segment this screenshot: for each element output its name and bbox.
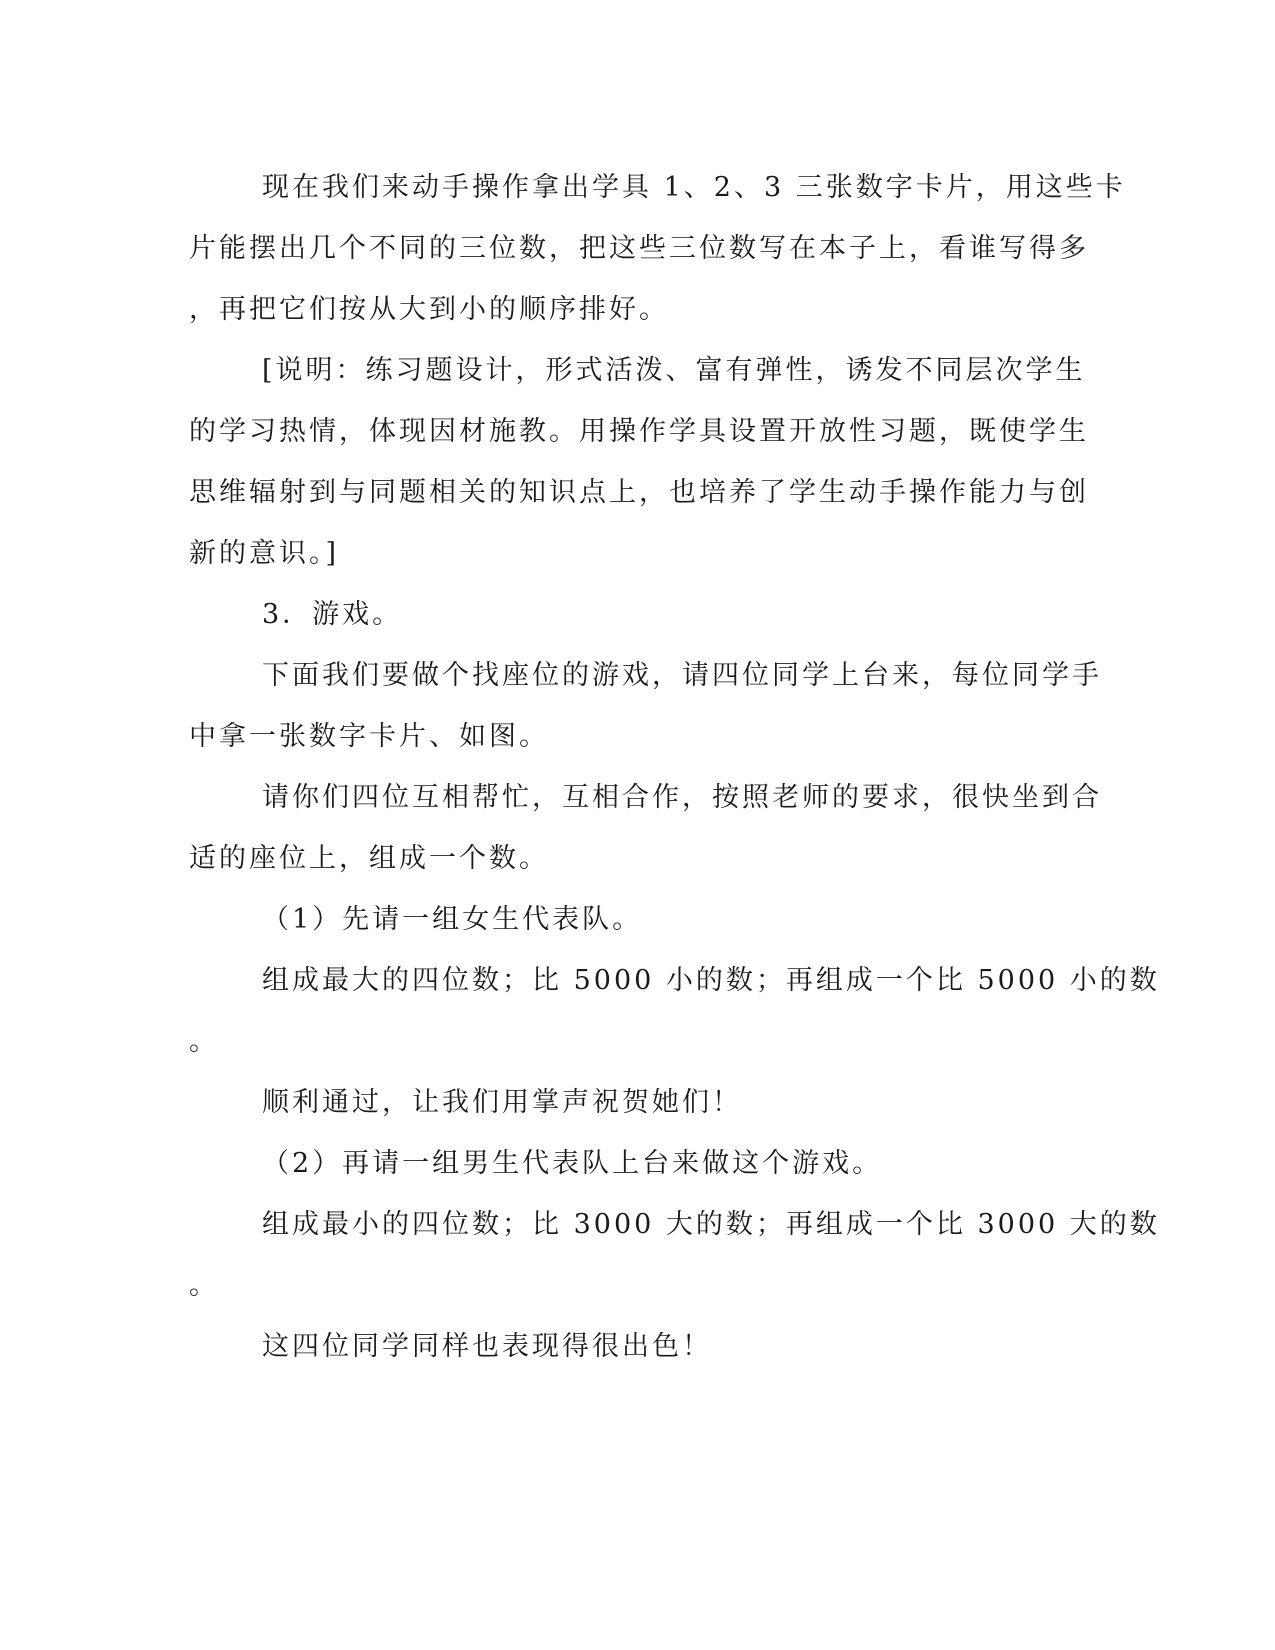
line-text: [说明：练习题设计，形式活泼、富有弹性，诱发不同层次学生 (262, 355, 1086, 386)
line-text: （1）先请一组女生代表队。 (262, 904, 643, 935)
paragraph-line (0, 1022, 1275, 1062)
line-text: 思维辐射到与同题相关的知识点上，也培养了学生动手操作能力与创 (189, 477, 1089, 508)
line-text: 组成最小的四位数；比 3000 大的数；再组成一个比 3000 大的数 (262, 1209, 1160, 1240)
paragraph-line (0, 1205, 1275, 1245)
line-text: 组成最大的四位数；比 5000 小的数；再组成一个比 5000 小的数 (262, 965, 1160, 996)
line-text: 现在我们来动手操作拿出学具 1、2、3 三张数字卡片，用这些卡 (262, 172, 1126, 203)
paragraph-line (0, 534, 1275, 574)
paragraph-line (0, 656, 1275, 696)
line-text: 新的意识。] (189, 538, 340, 569)
paragraph-line (0, 1327, 1275, 1367)
paragraph-line (0, 1266, 1275, 1306)
line-text: 适的座位上，组成一个数。 (189, 843, 549, 874)
line-text: 下面我们要做个找座位的游戏，请四位同学上台来，每位同学手 (262, 660, 1102, 691)
line-text: （2）再请一组男生代表队上台来做这个游戏。 (262, 1148, 883, 1179)
paragraph-line (0, 290, 1275, 330)
line-text: 。 (189, 1026, 219, 1057)
paragraph-line (0, 900, 1275, 940)
paragraph-line (0, 473, 1275, 513)
line-text: 片能摆出几个不同的三位数，把这些三位数写在本子上，看谁写得多 (189, 233, 1089, 264)
section-heading (0, 595, 1275, 635)
paragraph-line (0, 351, 1275, 391)
line-text: 顺利通过，让我们用掌声祝贺她们！ (262, 1087, 742, 1118)
line-text: 的学习热情，体现因材施教。用操作学具设置开放性习题，既使学生 (189, 416, 1089, 447)
paragraph-line (0, 168, 1275, 208)
line-text: 3．游戏。 (262, 599, 403, 630)
line-text: 中拿一张数字卡片、如图。 (189, 721, 549, 752)
paragraph-line (0, 961, 1275, 1001)
paragraph-line (0, 717, 1275, 757)
paragraph-line (0, 229, 1275, 269)
paragraph-line (0, 1144, 1275, 1184)
line-text: ，再把它们按从大到小的顺序排好。 (189, 294, 669, 325)
paragraph-line (0, 778, 1275, 818)
line-text: 请你们四位互相帮忙，互相合作，按照老师的要求，很快坐到合 (262, 782, 1102, 813)
line-text: 。 (189, 1270, 219, 1301)
paragraph-line (0, 412, 1275, 452)
paragraph-line (0, 839, 1275, 879)
paragraph-line (0, 1083, 1275, 1123)
line-text: 这四位同学同样也表现得很出色！ (262, 1331, 712, 1362)
